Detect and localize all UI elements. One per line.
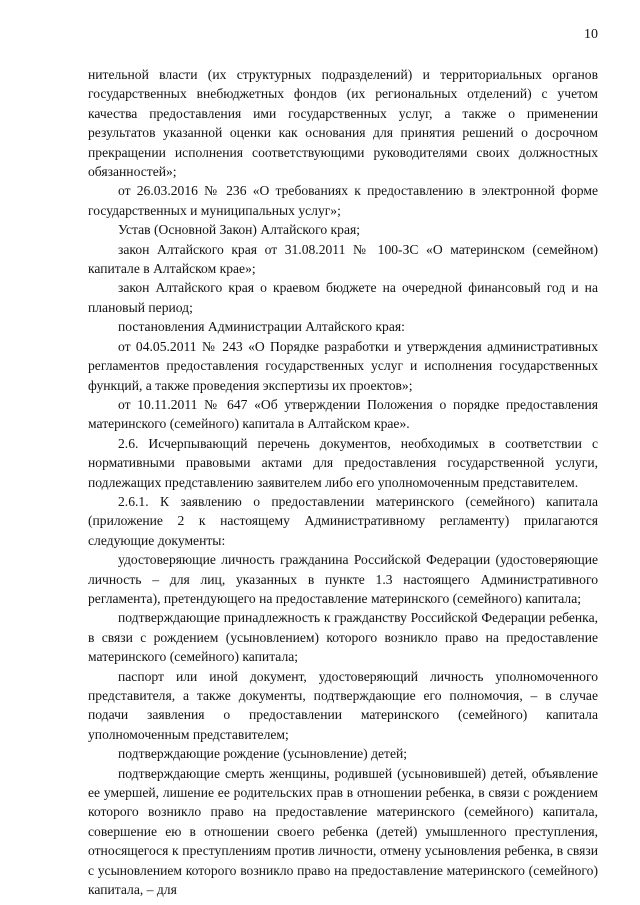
paragraph: удостоверяющие личность гражданина Российской Федерации (удостоверяющие личность – для лиц, указанных в пункте 1.3 настоящего Административного регламента), претендующего на предоставление материнского (семейного) капитала;: [88, 552, 598, 606]
paragraph: подтверждающие рождение (усыновление) детей;: [118, 746, 408, 762]
paragraph: от 04.05.2011 № 243 «О Порядке разработки и утверждения административных регламентов предоставления государственных услуг и исполнения государственных функций, а также проведения экспертизы их проектов»;: [88, 338, 598, 393]
paragraph: нительной власти (их структурных подразделений) и территориальных органов государственных внебюджетных фондов (их региональных отделений) с учетом качества предоставления ими государственных услуг, а также о применении результатов указанной оценки как основания для принятия решений о досрочном прекращении исполнения соответствующими руководителями своих должностных обязанностей»;: [88, 67, 598, 180]
paragraph: закон Алтайского края от 31.08.2011 № 100-ЗС «О материнском (семейном) капитале в Алтайском крае»;: [88, 241, 598, 277]
paragraph: от 10.11.2011 № 647 «Об утверждении Положения о порядке предоставления материнского (семейного) капитала в Алтайском крае».: [88, 396, 598, 432]
document-body: [88, 65, 598, 899]
paragraph: подтверждающие смерть женщины, родившей (усыновившей) детей, объявление ее умершей, лишение ее родительских прав в отношении ребенка, в связи с рождением которого возникло право на предоставление материнского (семейного) капитала, совершение ею в отношении своего ребенка (детей) умышленного преступления, относящегося к преступлениям против личности, отмену усыновления ребенка, в связи с усыновлением которого возникло право на предоставление материнского (семейного) капитала, – для: [88, 765, 598, 898]
page-number: 10: [584, 27, 598, 42]
paragraph: закон Алтайского края о краевом бюджете на очередной финансовый год и на плановый период;: [88, 280, 598, 315]
paragraph: паспорт или иной документ, удостоверяющий личность уполномоченного представителя, а также документы, подтверждающие его полномочия, – в случае подачи заявления о предоставлении материнского (семейного) капитала уполномоченным представителем;: [88, 668, 598, 742]
paragraph: 2.6. Исчерпывающий перечень документов, необходимых в соответствии с нормативными правовыми актами для предоставления государственной услуги, подлежащих представлению заявителем либо его уполномоченным представителем.: [88, 435, 598, 490]
paragraph: Устав (Основной Закон) Алтайского края;: [118, 222, 361, 238]
paragraph: подтверждающие принадлежность к гражданству Российской Федерации ребенка, в связи с рождением (усыновлением) которого возникло право на предоставление материнского (семейного) капитала;: [88, 610, 598, 665]
paragraph: постановления Администрации Алтайского края:: [118, 319, 405, 335]
paragraph: 2.6.1. К заявлению о предоставлении материнского (семейного) капитала (приложение 2 к настоящему Административному регламенту) прилагаются следующие документы:: [88, 493, 598, 548]
paragraph: от 26.03.2016 № 236 «О требованиях к предоставлению в электронной форме государственных и муниципальных услуг»;: [88, 183, 598, 218]
